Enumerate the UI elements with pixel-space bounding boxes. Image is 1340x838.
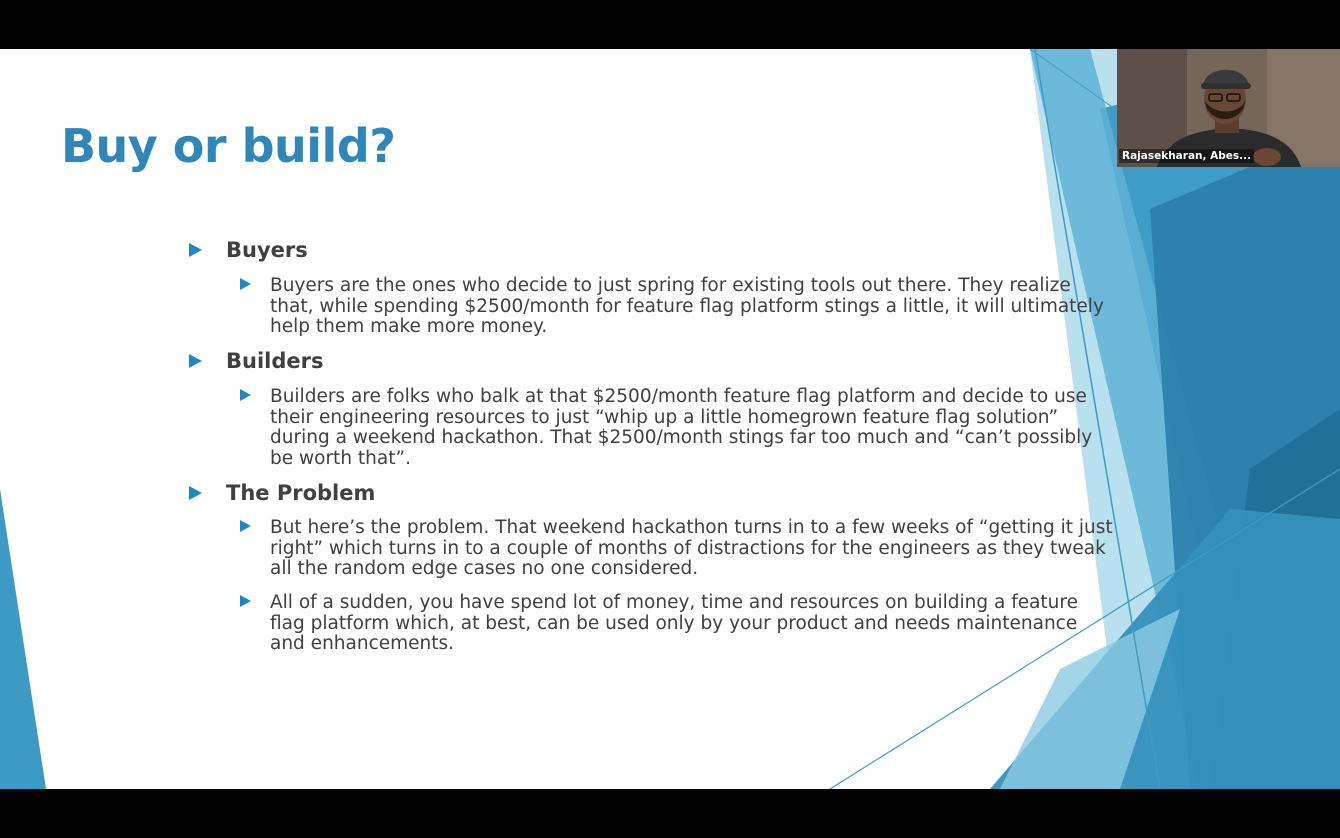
slide-title: Buy or build? bbox=[61, 119, 396, 173]
list-item-text: Builders are folks who balk at that $2500/month feature flag platform and decide to use their engineering resources to just “whip up a little homegrown feature flag solution” during a weekend hackathon. That $2500/month stings far too much and “can’t possibly be worth that”. bbox=[270, 386, 1093, 469]
section-heading-label: Builders bbox=[226, 349, 324, 373]
list-item bbox=[240, 518, 1115, 580]
triangle-bullet-icon bbox=[189, 243, 202, 257]
list-item-text: Buyers are the ones who decide to just spring for existing tools out there. They realize that, while spending $2500/month for feature flag platform stings a little, it will ultimately help them make more money. bbox=[270, 275, 1104, 337]
section-heading-builders bbox=[189, 351, 323, 372]
triangle-bullet-icon bbox=[189, 354, 202, 368]
list-item bbox=[240, 593, 1115, 655]
list-item-text: All of a sudden, you have spend lot of money, time and resources on building a feature flag platform which, at best, can be used only by your product and needs maintenance and enhancements. bbox=[270, 592, 1078, 654]
list-item bbox=[240, 387, 1115, 469]
section-heading-problem bbox=[189, 483, 375, 504]
triangle-bullet-icon bbox=[240, 520, 251, 532]
section-heading-buyers bbox=[189, 240, 308, 261]
list-item bbox=[240, 276, 1115, 338]
triangle-bullet-icon bbox=[240, 389, 251, 401]
triangle-bullet-icon bbox=[189, 486, 202, 500]
section-heading-label: The Problem bbox=[226, 481, 376, 505]
list-item-text: But here’s the problem. That weekend hackathon turns in to a few weeks of “getting it just right” which turns in to a couple of months of distractions for the engineers as they tweak all the random edge cases no one considered. bbox=[270, 517, 1113, 579]
section-heading-label: Buyers bbox=[226, 238, 308, 262]
triangle-bullet-icon bbox=[240, 278, 251, 290]
participant-video-tile[interactable] bbox=[1117, 49, 1340, 167]
participant-name-label: Rajasekharan, Abes... bbox=[1119, 149, 1254, 163]
triangle-bullet-icon bbox=[240, 595, 251, 607]
